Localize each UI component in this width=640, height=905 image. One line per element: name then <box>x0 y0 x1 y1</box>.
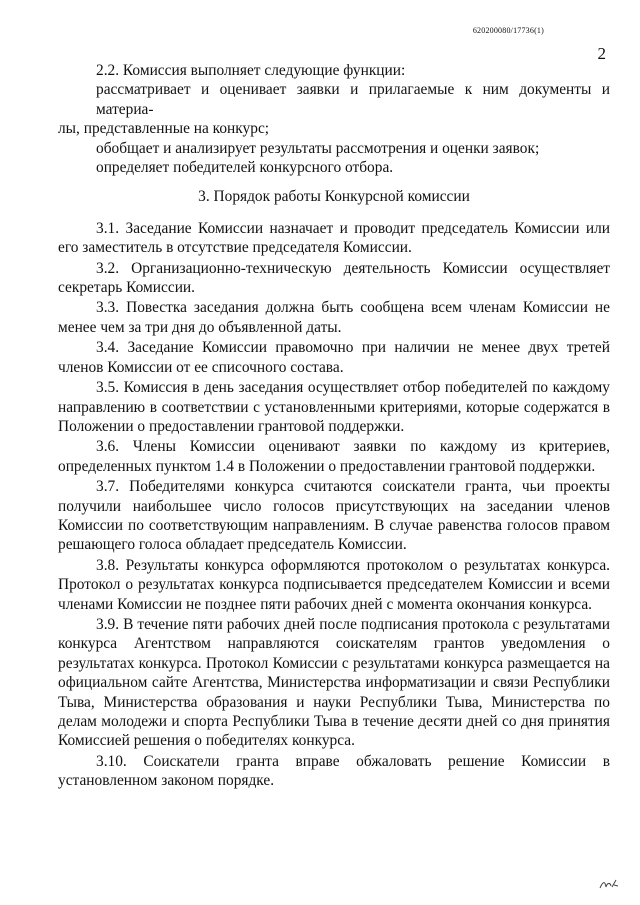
page-number: 2 <box>597 44 606 63</box>
clause-3-7: 3.7. Победителями конкурса считаются соискатели гранта, чьи проекты получили наибольшее число голосов присутствующих на заседании членов Комиссии по соответствующим направлениям. В случае равенства голосов правом решающего голоса обладает председатель Комиссии. <box>58 478 610 554</box>
clause-3-8: 3.8. Результаты конкурса оформляются протоколом о результатах конкурса. Протокол о результатах конкурса подписывается председателем Комиссии и всеми членами Комиссии не позднее пяти рабочих дней с момента окончания конкурса. <box>58 556 610 613</box>
function-item-continuation: лы, представленные на конкурс; <box>58 120 270 138</box>
section2-intro: 2.2. Комиссия выполняет следующие функции: <box>96 62 406 79</box>
initials-mark-icon <box>598 877 620 891</box>
clause-3-10: 3.10. Соискатели гранта вправе обжаловать решение Комиссии в установленном законом порядке. <box>58 752 610 790</box>
section3-title: 3. Порядок работы Конкурсной комиссии <box>198 188 470 206</box>
function-item: определяет победителей конкурсного отбора. <box>96 159 394 177</box>
function-item: обобщает и анализирует результаты рассмотрения и оценки заявок; <box>96 139 540 157</box>
clause-3-5: 3.5. Комиссия в день заседания осуществляет отбор победителей по каждому направлению в соответствии с установленными критериями, которые содержатся в Положении о предоставлении грантовой поддержки. <box>58 379 610 435</box>
clause-3-9: 3.9. В течение пяти рабочих дней после подписания протокола с результатами конкурса Агентством направляются соискателям грантов уведомления о результатах конкурса. Протокол Комиссии с результатами конкурса размещается на официальном сайте Агентства, Министерства информатизации и связи Республики Тыва, Министерства образования и науки Республики Тыва, Министерства по делам молодежи и спорта Республики Тыва в течение десяти дней со дня принятия Комиссией решения о победителях конкурса. <box>58 615 610 750</box>
clause-3-2: 3.2. Организационно-техническую деятельность Комиссии осуществляет секретарь Комиссии. <box>58 259 610 297</box>
clause-3-3: 3.3. Повестка заседания должна быть сообщена всем членам Комиссии не менее чем за три дня до объявленной даты. <box>58 299 610 336</box>
document-registration-code: 620200080/17736(1) <box>472 26 544 35</box>
clause-3-4: 3.4. Заседание Комиссии правомочно при наличии не менее двух третей членов Комиссии от ее списочного состава. <box>58 339 610 376</box>
document-body <box>58 61 610 791</box>
function-item: рассматривает и оценивает заявки и прилагаемые к ним документы и материа- <box>96 81 610 118</box>
clause-3-1: 3.1. Заседание Комиссии назначает и проводит председатель Комиссии или его заместитель в отсутствие председателя Комиссии. <box>58 219 610 257</box>
clause-3-6: 3.6. Члены Комиссии оценивают заявки по каждому из критериев, определенных пунктом 1.4 в Положении о предоставлении грантовой поддержки. <box>58 438 610 475</box>
